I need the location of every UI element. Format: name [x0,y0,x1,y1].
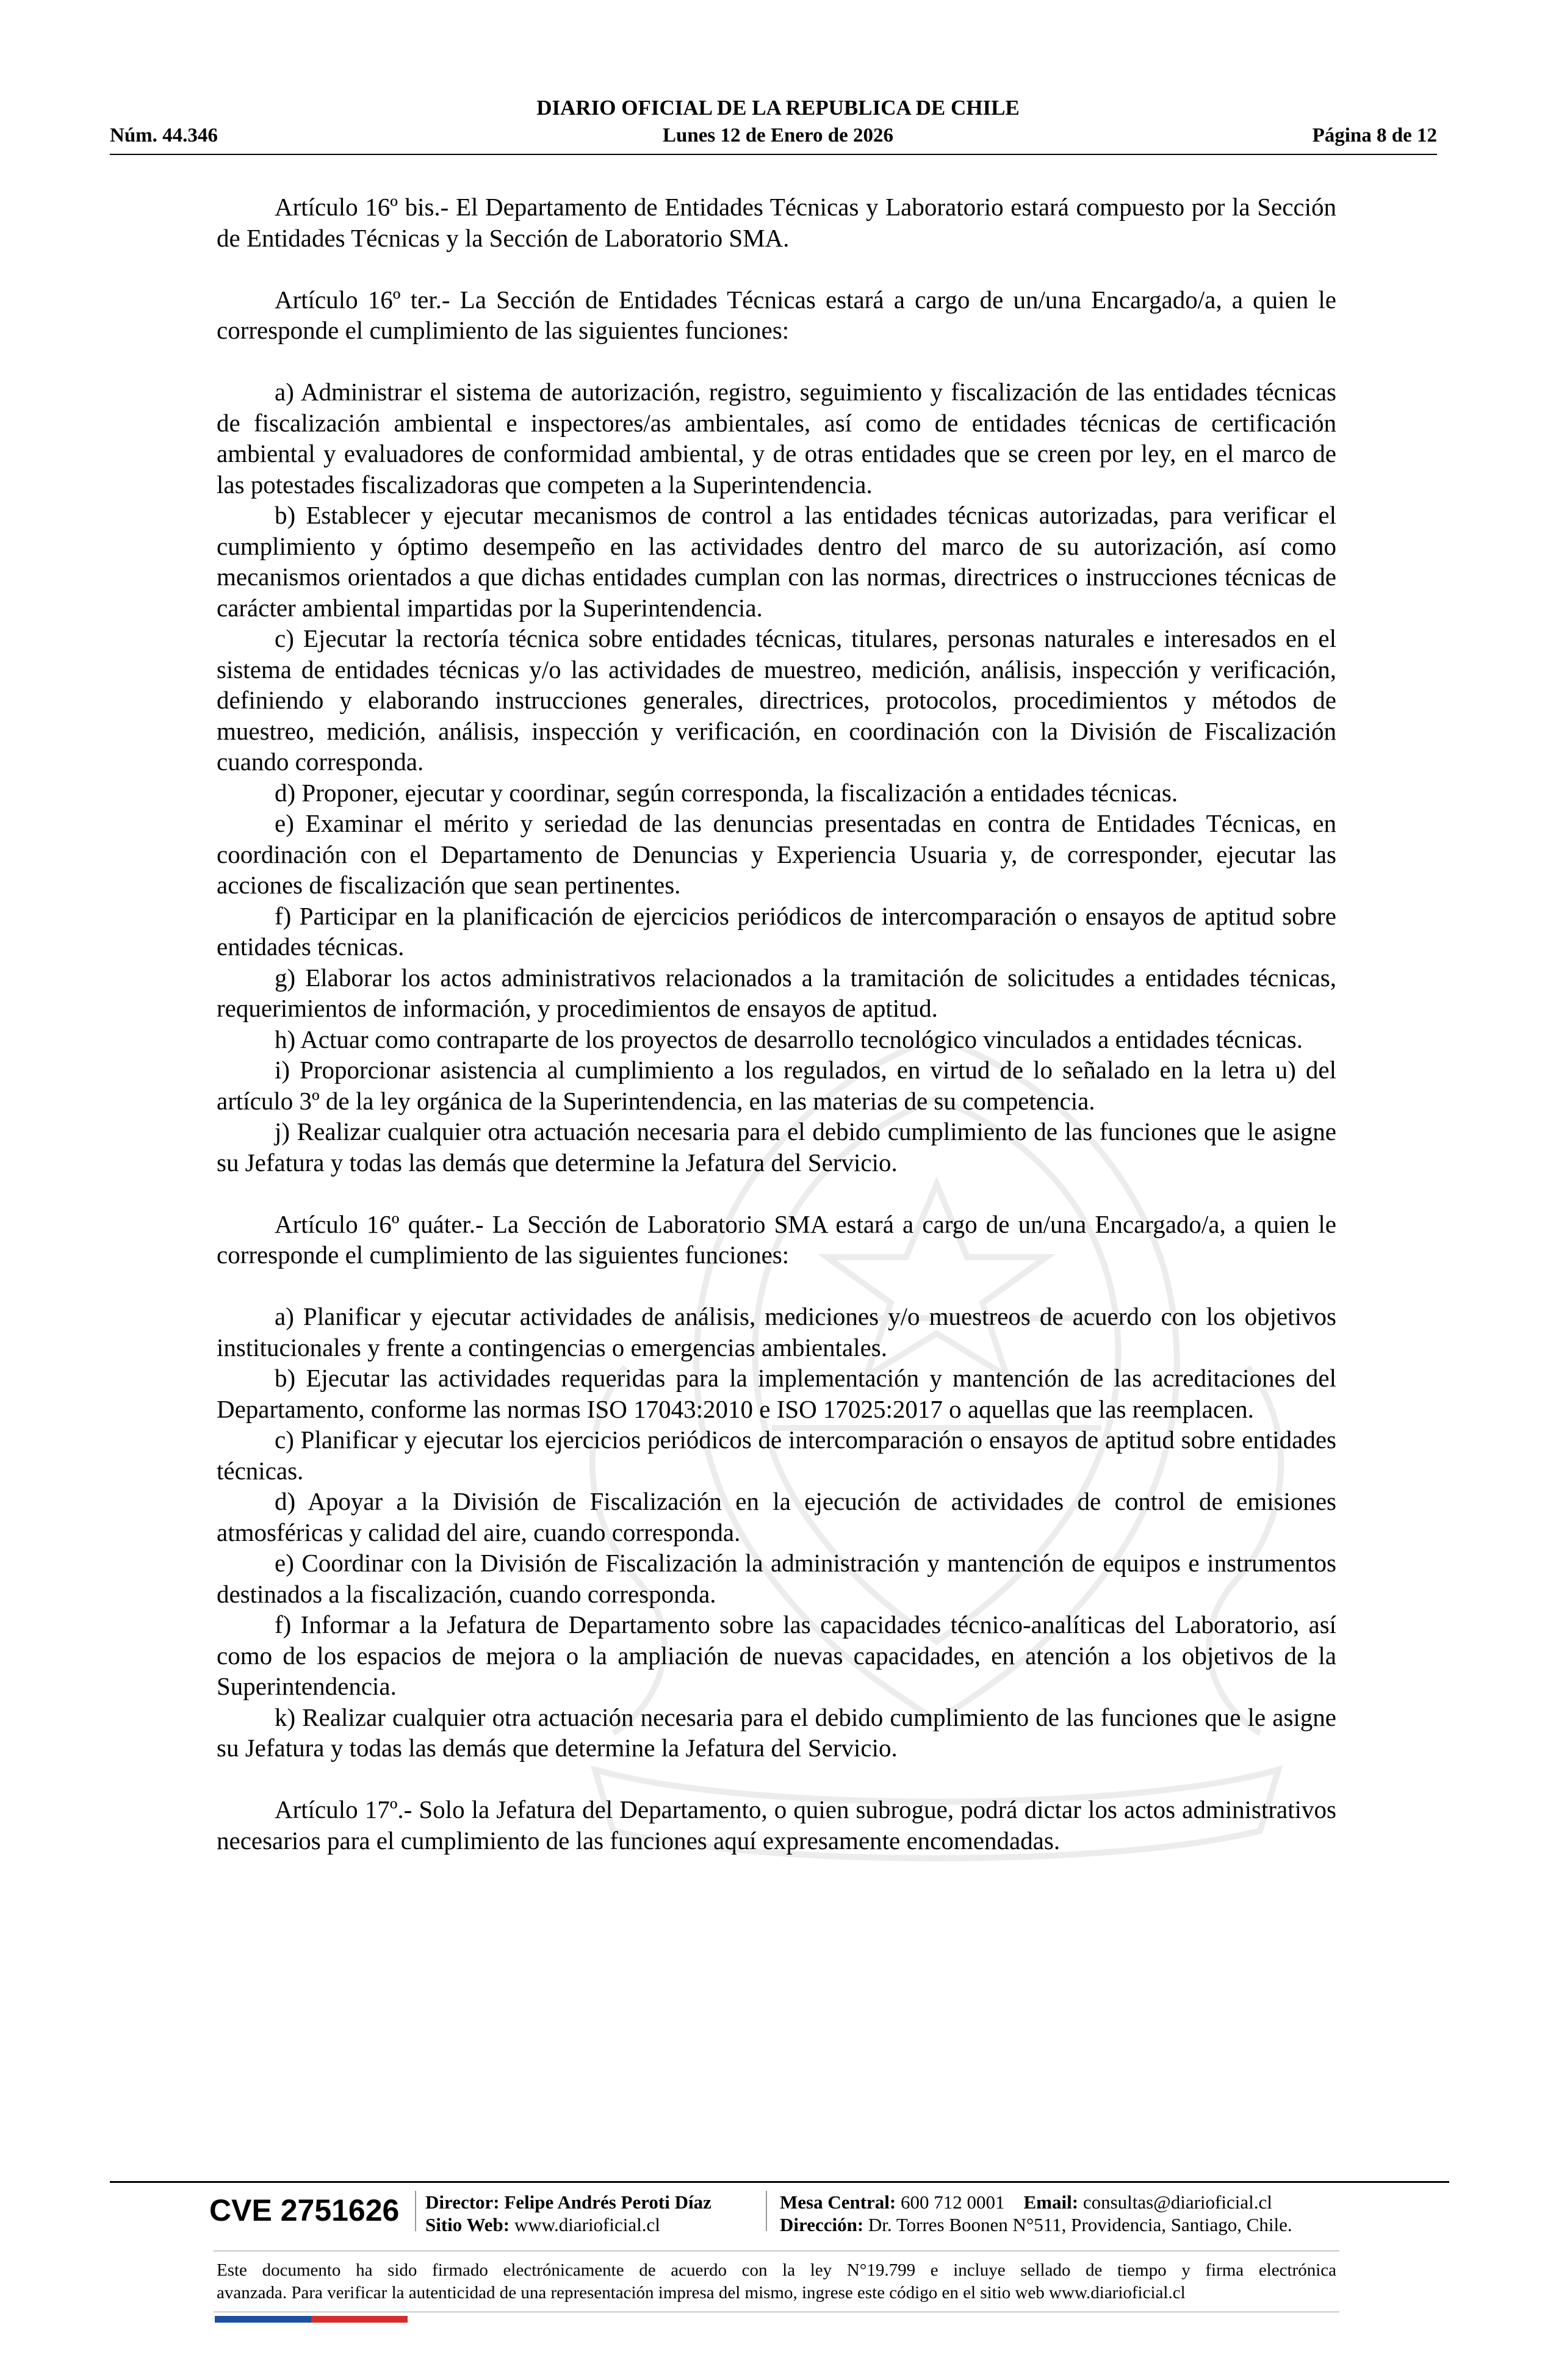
list-item: f) Informar a la Jefatura de Departamento sobre las capacidades técnico-analíticas del Laboratorio, así como de los espacios de mejora o la ampliación de nuevas capacidades, en atención a los objetivos de la Superintendencia. [217,1610,1336,1700]
newspaper-title: DIARIO OFICIAL DE LA REPUBLICA DE CHILE [536,96,1020,120]
list-item: f) Participar en la planificación de ejercicios periódicos de intercomparación o ensayos de aptitud sobre entidades técnicas. [217,901,1336,961]
list-item: c) Planificar y ejecutar los ejercicios periódicos de intercomparación o ensayos de aptitud sobre entidades técnicas. [217,1426,1336,1485]
article-16-quater: Artículo 16º quáter.- La Sección de Laboratorio SMA estará a cargo de un/una Encargado/a, a quien le corresponde el cumplimiento de las siguientes funciones: [217,1210,1336,1269]
issue-date: Lunes 12 de Enero de 2026 [662,124,894,146]
list-item: e) Examinar el mérito y seriedad de las denuncias presentadas en contra de Entidades Técnicas, en coordinación con el Departamento de Denuncias y Experiencia Usuaria y, de corresponder, ejecutar las acciones de fiscalización que sean pertinentes. [217,809,1336,899]
article-body [217,192,1336,1856]
director-label: Director: [425,2191,500,2213]
signature-note-line: avanzada. Para verificar la autenticidad de una representación impresa del mismo, ingrese este código en el sitio web www.diarioficial.cl [217,2283,1186,2302]
list-item: g) Elaborar los actos administrativos relacionados a la tramitación de solicitudes a entidades técnicas, requerimientos de información, y procedimientos de ensayos de aptitud. [217,963,1336,1022]
list-item: a) Planificar y ejecutar actividades de análisis, mediciones y/o muestreos de acuerdo con los objetivos institucionales y frente a contingencias o emergencias ambientales. [217,1302,1336,1361]
list-item: a) Administrar el sistema de autorización, registro, seguimiento y fiscalización de las entidades técnicas de fiscalización ambiental e inspectores/as ambientales, así como de entidades técnicas de certificación ambiental y evaluadores de conformidad ambiental, y de otras entidades que se creen por ley, en el marco de las potestades fiscalizadoras que competen a la Superintendencia. [217,378,1336,499]
list-item: e) Coordinar con la División de Fiscalización la administración y mantención de equipos e instrumentos destinados a la fiscalización, cuando corresponda. [217,1549,1336,1608]
article-16-bis: Artículo 16º bis.- El Departamento de Entidades Técnicas y Laboratorio estará compuesto por la Sección de Entidades Técnicas y la Sección de Laboratorio SMA. [217,193,1336,252]
list-item: i) Proporcionar asistencia al cumplimiento a los regulados, en virtud de lo señalado en la letra u) del artículo 3º de la ley orgánica de la Superintendencia, en las materias de su competencia. [217,1056,1336,1115]
cve-code: CVE 2751626 [209,2193,400,2227]
flag-stripe [215,2316,408,2323]
address-label: Dirección: [780,2214,864,2235]
flag-blue-band [215,2316,311,2323]
email-label: Email: [1023,2191,1079,2213]
web-link[interactable]: www.diarioficial.cl [514,2214,660,2235]
list-item: b) Ejecutar las actividades requeridas para la implementación y mantención de las acreditaciones del Departamento, conforme las normas ISO 17043:2010 e ISO 17025:2017 o aquellas que las reemplacen. [217,1364,1336,1423]
footer-separator [766,2191,767,2231]
page-number: Página 8 de 12 [1312,124,1437,146]
phone-label: Mesa Central: [780,2191,896,2213]
article-17: Artículo 17º.- Solo la Jefatura del Departamento, o quien subrogue, podrá dictar los actos administrativos necesarios para el cumplimiento de las funciones aquí expresamente encomendadas. [217,1795,1336,1855]
signature-note [217,2259,1336,2304]
list-item: c) Ejecutar la rectoría técnica sobre entidades técnicas, titulares, personas naturales e interesados en el sistema de entidades técnicas y/o las actividades de muestreo, medición, análisis, inspección y verificación, definiendo y elaborando instrucciones generales, directrices, protocolos, procedimientos y métodos de muestreo, medición, análisis, inspección y verificación, en coordinación con la División de Fiscalización cuando corresponda. [217,624,1336,776]
list-item: b) Establecer y ejecutar mecanismos de control a las entidades técnicas autorizadas, para verificar el cumplimiento y óptimo desempeño en las actividades dentro del marco de su autorización, así como mecanismos orientados a que dichas entidades cumplan con las normas, directrices o instrucciones técnicas de carácter ambiental impartidas por la Superintendencia. [217,501,1336,622]
email-link[interactable]: consultas@diarioficial.cl [1082,2191,1272,2213]
signature-note-line: Este documento ha sido firmado electrónicamente de acuerdo con la ley N°19.799 e incluye sellado de tiempo y firma electrónica [217,2260,1336,2280]
article-16-ter: Artículo 16º ter.- La Sección de Entidades Técnicas estará a cargo de un/una Encargado/a, a quien le corresponde el cumplimiento de las siguientes funciones: [217,285,1336,344]
list-item: j) Realizar cualquier otra actuación necesaria para el debido cumplimiento de las funciones que le asigne su Jefatura y todas las demás que determine la Jefatura del Servicio. [217,1117,1336,1177]
footer-divider [110,2181,1449,2183]
header-divider [110,154,1437,155]
director-name: Felipe Andrés Peroti Díaz [504,2191,711,2213]
issue-number: Núm. 44.346 [110,124,218,146]
address-value: Dr. Torres Boonen N°511, Providencia, Santiago, Chile. [868,2214,1292,2235]
phone-value: 600 712 0001 [901,2191,1005,2213]
footer-director-block [425,2191,711,2236]
list-item: d) Proponer, ejecutar y coordinar, según corresponda, la fiscalización a entidades técnicas. [275,778,1178,807]
list-item: d) Apoyar a la División de Fiscalización en la ejecución de actividades de control de emisiones atmosféricas y calidad del aire, cuando corresponda. [217,1487,1336,1546]
list-item: h) Actuar como contraparte de los proyectos de desarrollo tecnológico vinculados a entidades técnicas. [275,1025,1303,1053]
flag-red-band [311,2316,408,2323]
footer-separator [415,2191,416,2231]
list-item: k) Realizar cualquier otra actuación necesaria para el debido cumplimiento de las funciones que le asigne su Jefatura y todas las demás que determine la Jefatura del Servicio. [217,1703,1336,1762]
web-label: Sitio Web: [425,2214,510,2235]
footer-contact-block [780,2191,1292,2236]
